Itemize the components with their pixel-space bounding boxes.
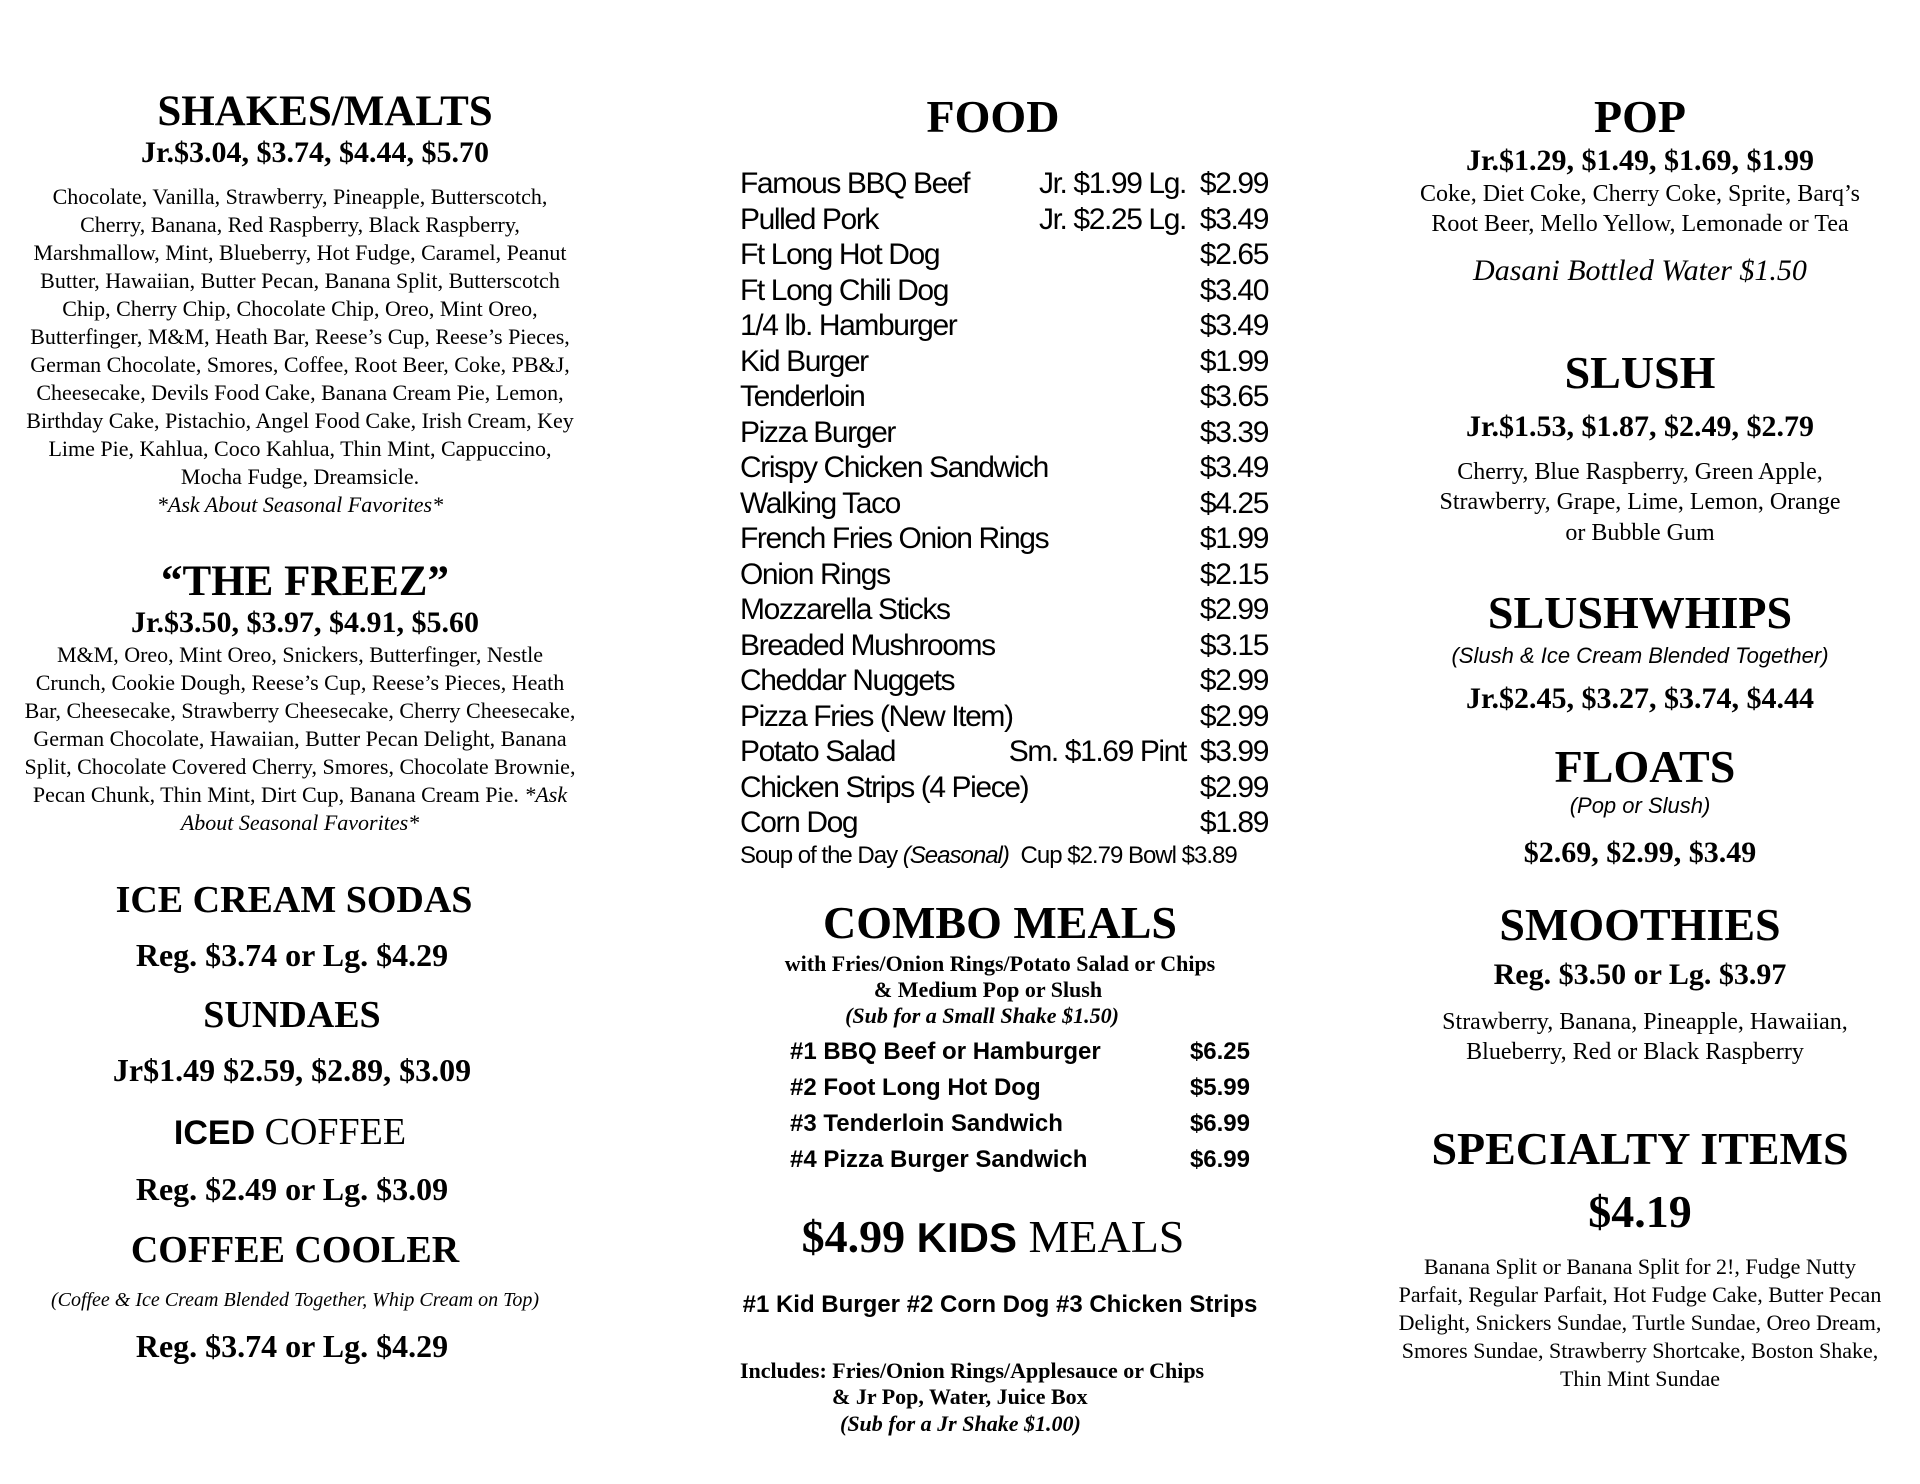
food-item-row	[740, 202, 1268, 238]
food-title: FOOD	[926, 91, 1060, 142]
specialty-title: SPECIALTY ITEMS	[1431, 1123, 1849, 1174]
food-item-name: Ft Long Hot Dog	[740, 238, 940, 271]
food-item-price: $2.65	[1199, 238, 1268, 271]
food-item-name: Mozzarella Sticks	[740, 593, 950, 626]
food-item-price: $2.99	[1199, 167, 1268, 200]
food-item-name: Cheddar Nuggets	[740, 664, 955, 697]
sodas-prices: Reg. $3.74 or Lg. $4.29	[135, 936, 449, 973]
food-item-size-prices: Jr. $2.25 Lg.	[1039, 202, 1186, 236]
food-item-price: $2.99	[1199, 770, 1268, 804]
soup-prices: Cup $2.79 Bowl $3.89	[1020, 842, 1237, 869]
food-item-price: $1.89	[1199, 806, 1268, 839]
food-item-size-prices	[868, 344, 1200, 380]
specialty-section	[1360, 1124, 1920, 1393]
food-item-price: $3.49	[1199, 451, 1268, 484]
food-item-size-prices	[890, 557, 1200, 593]
combo-item-row	[790, 1106, 1250, 1142]
kids-includes1: Includes: Fries/Onion Rings/Applesauce or Chips	[740, 1358, 1205, 1383]
food-item-size-prices	[895, 415, 1200, 451]
iced-coffee-title-rest: COFFEE	[255, 1111, 407, 1153]
food-item-size-prices: Sm. $1.69 Pint	[1008, 735, 1186, 768]
sodas-section	[0, 880, 600, 974]
food-item-price: $1.99	[1199, 344, 1268, 378]
food-item-row	[740, 415, 1268, 451]
kids-title-rest: MEALS	[1016, 1211, 1185, 1262]
kids-title-bold: KIDS	[916, 1214, 1017, 1261]
combo-item-price: $6.99	[1189, 1109, 1250, 1137]
left-column	[0, 0, 600, 1484]
kids-includes-block	[740, 1358, 1280, 1437]
food-item-row	[740, 699, 1268, 735]
food-item-size-prices	[956, 308, 1200, 344]
combo-item-price: $6.99	[1189, 1145, 1250, 1173]
combo-line2: & Medium Pop or Slush	[873, 976, 1103, 1002]
sundaes-section	[0, 995, 600, 1089]
food-item-size-prices	[948, 273, 1200, 309]
food-list	[740, 166, 1268, 841]
food-item-row	[740, 663, 1268, 699]
food-item-size-prices: Jr. $1.99 Lg.	[1039, 167, 1186, 200]
food-item-price: $1.99	[1199, 522, 1268, 555]
freez-prices: Jr.$3.50, $3.97, $4.91, $5.60	[130, 606, 480, 640]
combo-item-name: #1 BBQ Beef or Hamburger	[790, 1037, 1101, 1065]
food-item-price: $3.99	[1199, 735, 1268, 768]
iced-coffee-section	[0, 1112, 600, 1208]
food-item-row	[740, 734, 1268, 770]
food-item-name: Potato Salad	[740, 735, 895, 768]
food-item-row	[740, 379, 1268, 415]
food-item-name: Onion Rings	[740, 557, 890, 591]
pop-section	[1360, 92, 1920, 290]
food-item-size-prices	[864, 379, 1199, 415]
food-item-name: 1/4 lb. Hamburger	[740, 309, 957, 342]
slush-section	[1360, 348, 1920, 548]
soup-name: Soup of the Day	[740, 842, 898, 869]
food-item-price: $3.15	[1199, 628, 1268, 662]
food-item-name: French Fries Onion Rings	[740, 522, 1049, 555]
food-item-price: $2.99	[1199, 593, 1268, 626]
food-item-size-prices	[939, 237, 1200, 273]
food-item-name: Kid Burger	[740, 344, 868, 378]
food-item-row	[740, 486, 1268, 522]
food-item-size-prices	[950, 592, 1200, 628]
food-item-name: Chicken Strips (4 Piece)	[740, 770, 1029, 804]
shakes-section	[0, 88, 600, 519]
slush-title: SLUSH	[1564, 347, 1716, 398]
food-item-row	[740, 308, 1268, 344]
pop-water: Dasani Bottled Water $1.50	[1473, 253, 1807, 287]
food-item-row	[740, 237, 1268, 273]
iced-coffee-title	[0, 1112, 600, 1154]
food-item-name: Pizza Fries (New Item)	[740, 699, 1013, 733]
floats-note: (Pop or Slush)	[1569, 792, 1711, 818]
food-item-price: $2.99	[1199, 699, 1268, 733]
kids-section	[720, 1212, 1280, 1319]
food-item-name: Famous BBQ Beef	[740, 167, 970, 200]
pop-line2: Root Beer, Mello Yellow, Lemonade or Tea	[1431, 211, 1849, 238]
food-item-name: Pizza Burger	[740, 415, 895, 449]
slushwhips-title: SLUSHWHIPS	[1487, 587, 1793, 638]
food-item-row	[740, 770, 1268, 806]
combo-item-row	[790, 1070, 1250, 1106]
floats-prices: $2.69, $2.99, $3.49	[1523, 835, 1757, 869]
shakes-flavors: Chocolate, Vanilla, Strawberry, Pineapple, Butterscotch, Cherry, Banana, Red Raspberry, Black Raspberry, Marshmallow, Mint, Blueberry, Hot Fudge, Caramel, Peanut Butter, Hawaiian, Butter Pecan, Banana Split, Butterscotch Chip, Cherry Chip, Chocolate Chip, Oreo, Mint Oreo, Butterfinger, M&M, Heath Bar, Reese’s Cup, Reese’s Pieces, German Chocolate, Smores, Coffee, Root Beer, Coke, PB&J, Cheesecake, Devils Food Cake, Banana Cream Pie, Lemon, Birthday Cake, Pistachio, Angel Food Cake, Irish Cream, Key Lime Pie, Kahlua, Coco Kahlua, Thin Mint, Cappuccino, Mocha Fudge, Dreamsicle.	[26, 184, 574, 489]
soup-line	[740, 842, 1268, 870]
food-item-name: Tenderloin	[740, 380, 865, 413]
combo-item-name: #4 Pizza Burger Sandwich	[790, 1145, 1088, 1173]
food-item-row	[740, 521, 1268, 557]
sodas-title: ICE CREAM SODAS	[115, 879, 473, 921]
kids-title	[706, 1212, 1280, 1263]
food-item-row	[740, 628, 1268, 664]
slushwhips-prices: Jr.$2.45, $3.27, $3.74, $4.44	[1465, 681, 1815, 715]
combo-title: COMBO MEALS	[823, 897, 1177, 948]
food-item-price: $3.49	[1199, 202, 1268, 236]
right-column	[1360, 0, 1920, 1484]
food-item-price: $3.49	[1199, 309, 1268, 342]
freez-section	[0, 558, 600, 837]
slushwhips-note: (Slush & Ice Cream Blended Together)	[1451, 642, 1829, 668]
combo-sub: (Sub for a Small Shake $1.50)	[845, 1003, 1119, 1029]
iced-coffee-title-bold: ICED	[173, 1114, 256, 1152]
kids-includes2: & Jr Pop, Water, Juice Box	[832, 1384, 1088, 1410]
food-item-name: Crispy Chicken Sandwich	[740, 451, 1048, 484]
floats-section	[1360, 742, 1920, 871]
specialty-price: $4.19	[1588, 1185, 1692, 1237]
specialty-items: Banana Split or Banana Split for 2!, Fudge Nutty Parfait, Regular Parfait, Hot Fudge Cake, Butter Pecan Delight, Snickers Sundae, Turtle Sundae, Oreo Dream, Smores Sundae, Strawberry Shortcake, Boston Shake, Thin Mint Sundae	[1398, 1254, 1882, 1391]
kids-sub: (Sub for a Jr Shake $1.00)	[840, 1410, 1081, 1436]
slushwhips-section	[1360, 588, 1920, 717]
combo-item-name: #3 Tenderloin Sandwich	[790, 1109, 1063, 1137]
combo-list	[790, 1034, 1280, 1178]
food-item-row	[740, 592, 1268, 628]
smoothies-section	[1360, 900, 1920, 1068]
food-item-name: Corn Dog	[740, 806, 858, 839]
pop-line1: Coke, Diet Coke, Cherry Coke, Sprite, Barq’s	[1420, 180, 1860, 207]
shakes-prices: Jr.$3.04, $3.74, $4.44, $5.70	[140, 136, 490, 170]
coffee-cooler-prices: Reg. $3.74 or Lg. $4.29	[135, 1328, 449, 1365]
smoothies-prices: Reg. $3.50 or Lg. $3.97	[1493, 957, 1787, 991]
sundaes-title: SUNDAES	[203, 994, 381, 1036]
food-item-size-prices	[1013, 699, 1200, 735]
freez-flavors	[20, 641, 580, 837]
food-item-row	[740, 166, 1268, 202]
food-item-size-prices	[1028, 770, 1200, 806]
food-item-row	[740, 557, 1268, 593]
food-item-size-prices	[954, 663, 1200, 699]
food-item-row	[740, 273, 1268, 309]
kids-title-price: $4.99	[801, 1211, 917, 1262]
combo-item-name: #2 Foot Long Hot Dog	[790, 1073, 1041, 1101]
combo-item-row	[790, 1142, 1250, 1178]
sundaes-prices: Jr$1.49 $2.59, $2.89, $3.09	[112, 1051, 472, 1088]
shakes-title: SHAKES/MALTS	[157, 88, 493, 135]
smoothies-line2: Blueberry, Red or Black Raspberry	[1466, 1039, 1804, 1066]
combo-item-price: $5.99	[1189, 1073, 1250, 1101]
combo-item-price: $6.25	[1189, 1037, 1250, 1065]
food-item-size-prices	[900, 486, 1200, 522]
coffee-cooler-section	[0, 1230, 600, 1366]
freez-note: *Ask About Seasonal Favorites*	[180, 781, 568, 835]
food-item-price: $2.15	[1199, 557, 1268, 591]
smoothies-line1: Strawberry, Banana, Pineapple, Hawaiian,	[1442, 1008, 1848, 1035]
pop-title: POP	[1594, 91, 1686, 142]
food-item-name: Breaded Mushrooms	[740, 628, 995, 662]
smoothies-title: SMOOTHIES	[1499, 899, 1781, 950]
soup-season: (Seasonal)	[902, 842, 1009, 869]
food-item-name: Pulled Pork	[740, 202, 879, 236]
food-item-size-prices	[1048, 450, 1200, 486]
soup-row	[740, 842, 1268, 870]
food-item-price: $3.65	[1199, 380, 1268, 413]
freez-title: “THE FREEZ”	[161, 558, 449, 605]
coffee-cooler-title: COFFEE COOLER	[130, 1229, 460, 1271]
food-item-size-prices	[857, 805, 1200, 841]
food-item-price: $2.99	[1199, 664, 1268, 697]
food-item-price: $3.40	[1199, 273, 1268, 307]
combo-line1: with Fries/Onion Rings/Potato Salad or Chips	[784, 950, 1216, 976]
food-item-row	[740, 805, 1268, 841]
floats-title: FLOATS	[1554, 741, 1736, 792]
shakes-note: *Ask About Seasonal Favorites*	[156, 491, 444, 517]
food-item-price: $3.39	[1199, 415, 1268, 449]
slush-prices: Jr.$1.53, $1.87, $2.49, $2.79	[1465, 409, 1815, 443]
iced-coffee-prices: Reg. $2.49 or Lg. $3.09	[135, 1170, 449, 1207]
combo-section	[720, 898, 1280, 1178]
combo-item-row	[790, 1034, 1250, 1070]
food-item-size-prices	[995, 628, 1200, 664]
food-item-name: Ft Long Chili Dog	[740, 273, 948, 307]
food-item-row	[740, 450, 1268, 486]
slush-flavors: Cherry, Blue Raspberry, Green Apple, Strawberry, Grape, Lime, Lemon, Orange or Bubble Gum	[1439, 458, 1841, 546]
freez-flavor-list: M&M, Oreo, Mint Oreo, Snickers, Butterfinger, Nestle Crunch, Cookie Dough, Reese’s Cup, Reese’s Pieces, Heath Bar, Cheesecake, Strawberry Cheesecake, Cherry Cheesecake, German Chocolate, Hawaiian, Butter Pecan Delight, Banana Split, Chocolate Covered Cherry, Smores, Chocolate Brownie, Pecan Chunk, Thin Mint, Dirt Cup, Banana Cream Pie.	[24, 642, 576, 807]
kids-items: #1 Kid Burger #2 Corn Dog #3 Chicken Strips	[742, 1290, 1258, 1318]
food-item-name: Walking Taco	[740, 486, 900, 520]
coffee-cooler-note: (Coffee & Ice Cream Blended Together, Whip Cream on Top)	[50, 1288, 540, 1311]
food-item-price: $4.25	[1199, 486, 1268, 520]
middle-column	[720, 0, 1280, 1484]
pop-prices: Jr.$1.29, $1.49, $1.69, $1.99	[1465, 143, 1815, 177]
food-item-row	[740, 344, 1268, 380]
food-item-size-prices	[1048, 521, 1200, 557]
